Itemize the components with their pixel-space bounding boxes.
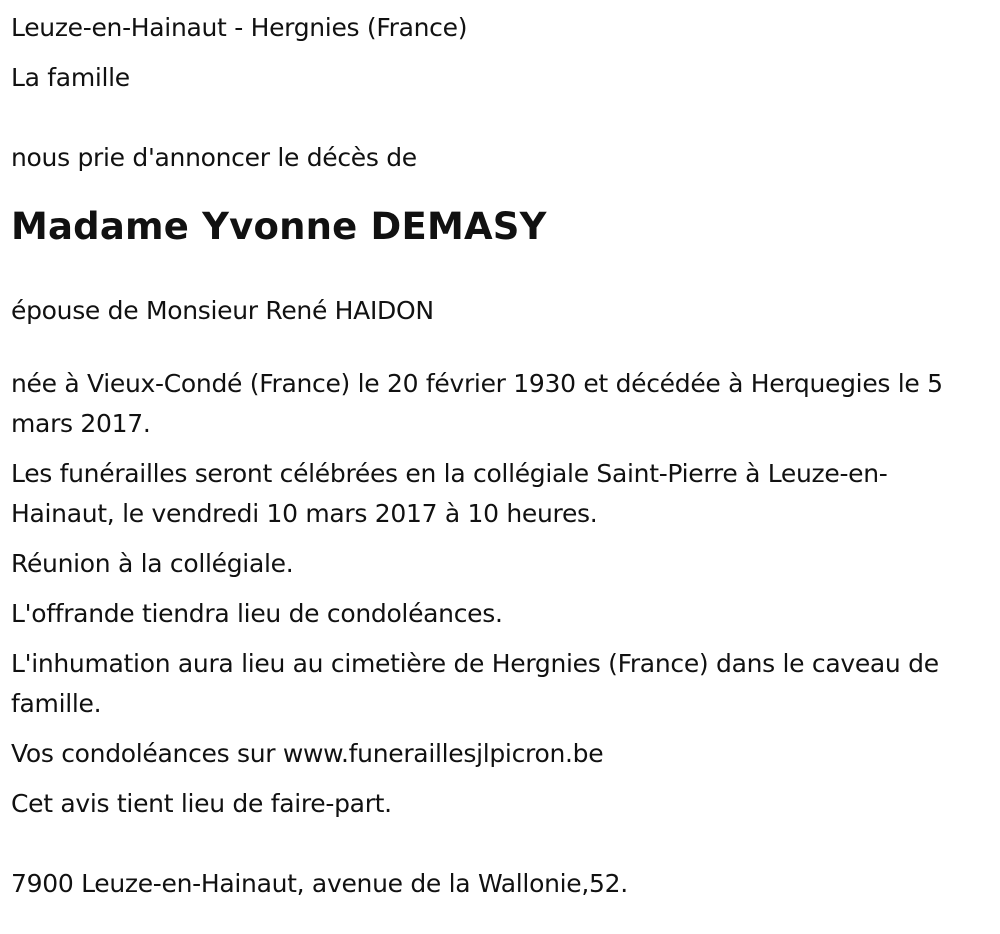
reunion-line: Réunion à la collégiale. bbox=[11, 549, 294, 578]
death-notice bbox=[11, 8, 989, 904]
family-line: La famille bbox=[11, 63, 130, 92]
spacer bbox=[11, 834, 989, 864]
announce-line: nous prie d'annoncer le décès de bbox=[11, 143, 417, 172]
spacer bbox=[11, 331, 989, 364]
address-line: 7900 Leuze-en-Hainaut, avenue de la Wallonie,52. bbox=[11, 869, 628, 898]
funeral-line: Les funérailles seront célébrées en la collégiale Saint-Pierre à Leuze-en-Hainaut, le vendredi 10 mars 2017 à 10 heures. bbox=[11, 459, 888, 528]
burial-line: L'inhumation aura lieu au cimetière de Hergnies (France) dans le caveau de famille. bbox=[11, 649, 939, 718]
spacer bbox=[11, 254, 989, 291]
offering-line: L'offrande tiendra lieu de condoléances. bbox=[11, 599, 503, 628]
condolences-line: Vos condoléances sur www.funeraillesjlpicron.be bbox=[11, 739, 604, 768]
location-header: Leuze-en-Hainaut - Hergnies (France) bbox=[11, 13, 468, 42]
birth-death-line: née à Vieux-Condé (France) le 20 février 1930 et décédée à Herquegies le 5 mars 2017. bbox=[11, 369, 943, 438]
deceased-name: Madame Yvonne DEMASY bbox=[11, 205, 547, 248]
notice-line: Cet avis tient lieu de faire-part. bbox=[11, 789, 392, 818]
spouse-line: épouse de Monsieur René HAIDON bbox=[11, 296, 434, 325]
spacer bbox=[11, 98, 989, 138]
